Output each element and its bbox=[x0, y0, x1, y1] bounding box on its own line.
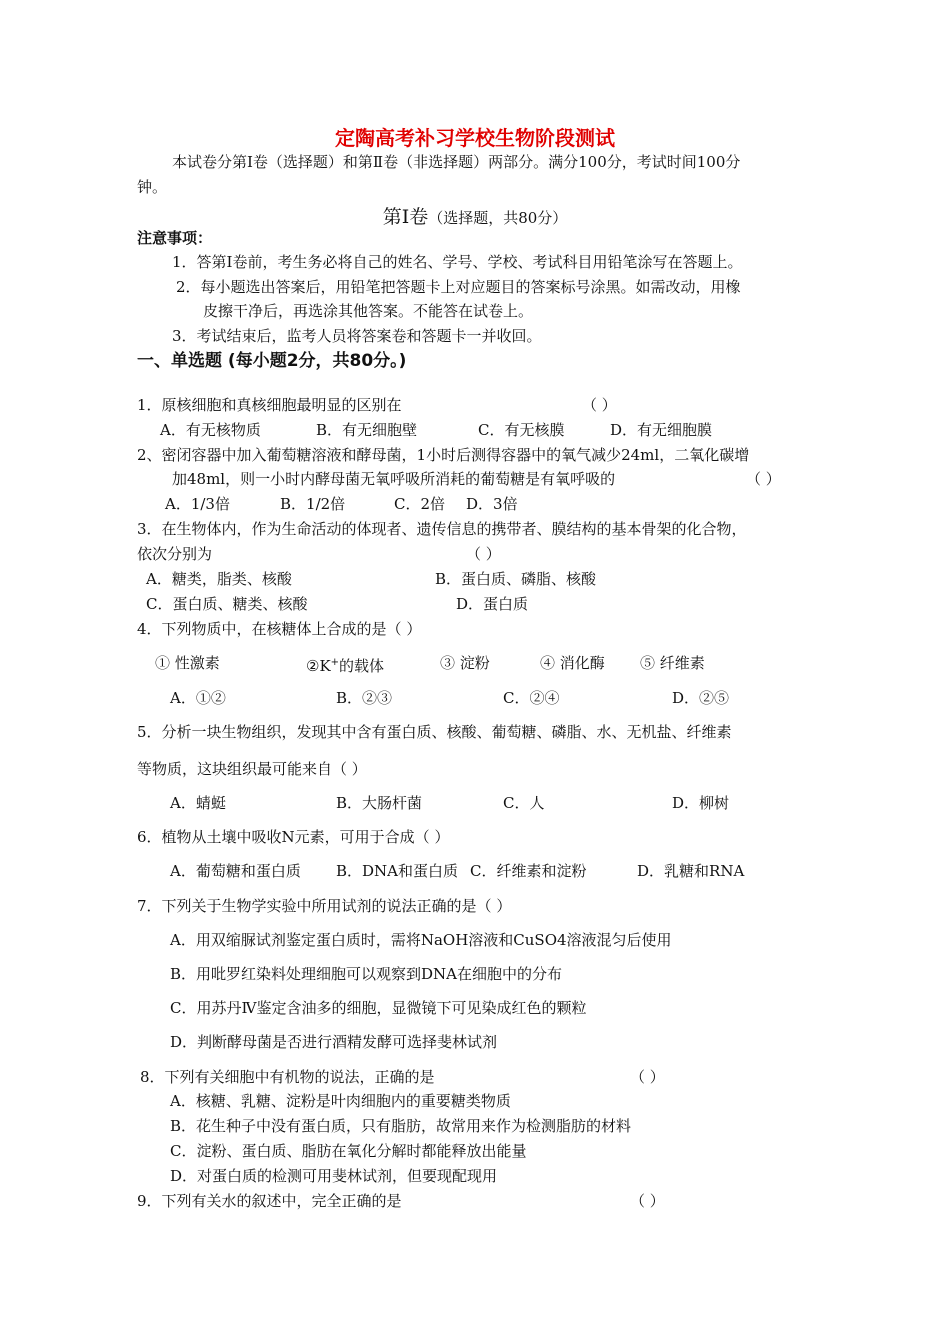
option-b: B．用吡罗红染料处理细胞可以观察到DNA在细胞中的分布 bbox=[170, 965, 563, 983]
option-d: D．蛋白质 bbox=[456, 595, 529, 613]
question-3-stem-cont: 依次分别为 bbox=[137, 545, 213, 563]
option-c: C．2倍 bbox=[394, 495, 446, 513]
question-6-stem: 6．植物从土壤中吸收N元素，可用于合成（ ） bbox=[137, 828, 450, 846]
option-d: D．有无细胞膜 bbox=[610, 421, 713, 439]
question-4-stem: 4．下列物质中，在核糖体上合成的是（ ） bbox=[137, 620, 422, 638]
option-c: C．人 bbox=[503, 794, 545, 812]
question-9-stem: 9．下列有关水的叙述中，完全正确的是 bbox=[137, 1192, 402, 1210]
option-d: D．对蛋白质的检测可用斐林试剂，但要现配现用 bbox=[170, 1167, 498, 1185]
note-2: 2．每小题选出答案后，用铅笔把答题卡上对应题目的答案标号涂黑。如需改动，用橡 bbox=[176, 278, 741, 296]
page-title: 定陶高考补习学校生物阶段测试 bbox=[335, 126, 615, 150]
option-c: C．有无核膜 bbox=[478, 421, 565, 439]
answer-paren: （ ） bbox=[466, 545, 501, 563]
option-c: C．蛋白质、糖类、核酸 bbox=[146, 595, 308, 613]
question-3-stem: 3．在生物体内，作为生命活动的体现者、遗传信息的携带者、膜结构的基本骨架的化合物， bbox=[137, 520, 747, 538]
answer-paren: （ ） bbox=[746, 470, 781, 488]
option-a: A．有无核物质 bbox=[160, 421, 261, 439]
option-b: B．DNA和蛋白质 bbox=[336, 862, 459, 880]
question-1-stem: 1．原核细胞和真核细胞最明显的区别在 bbox=[137, 396, 402, 414]
option-b: B．1/2倍 bbox=[280, 495, 346, 513]
option-b: B．花生种子中没有蛋白质，只有脂肪，故常用来作为检测脂肪的材料 bbox=[170, 1117, 632, 1135]
answer-paren: （ ） bbox=[630, 1192, 665, 1210]
volume-heading bbox=[0, 202, 950, 229]
option-d: D．柳树 bbox=[672, 794, 730, 812]
option-d: D．判断酵母菌是否进行酒精发酵可选择斐林试剂 bbox=[170, 1033, 498, 1051]
option-a: A．葡萄糖和蛋白质 bbox=[170, 862, 301, 880]
option-b: B．②③ bbox=[336, 689, 393, 707]
volume-subtitle: （选择题，共80分） bbox=[428, 209, 568, 227]
question-2-stem: 2、密闭容器中加入葡萄糖溶液和酵母菌，1小时后测得容器中的氧气减少24ml，二氧化碳增 bbox=[137, 446, 750, 464]
option-c: C．纤维素和淀粉 bbox=[470, 862, 587, 880]
volume-title: 第Ⅰ卷 bbox=[382, 206, 429, 228]
option-b: B．蛋白质、磷脂、核酸 bbox=[435, 570, 597, 588]
question-8-stem: 8．下列有关细胞中有机物的说法，正确的是 bbox=[140, 1068, 435, 1086]
item-2: ②K+的载体 bbox=[306, 657, 385, 675]
option-b: B．大肠杆菌 bbox=[336, 794, 423, 812]
item-3: ③ 淀粉 bbox=[440, 654, 490, 672]
option-c: C．用苏丹Ⅳ鉴定含油多的细胞，显微镜下可见染成红色的颗粒 bbox=[170, 999, 587, 1017]
question-5-stem: 5．分析一块生物组织，发现其中含有蛋白质、核酸、葡萄糖、磷脂、水、无机盐、纤维素 bbox=[137, 723, 732, 741]
option-d: D．3倍 bbox=[466, 495, 518, 513]
option-a: A．用双缩脲试剂鉴定蛋白质时，需将NaOH溶液和CuSO4溶液混匀后使用 bbox=[170, 931, 672, 949]
option-d: D．乳糖和RNA bbox=[637, 862, 745, 880]
notes-heading: 注意事项： bbox=[137, 229, 213, 247]
option-d: D．②⑤ bbox=[672, 689, 730, 707]
intro-text-cont: 钟。 bbox=[137, 178, 168, 196]
note-3: 3．考试结束后，监考人员将答案卷和答题卡一并收回。 bbox=[172, 327, 542, 345]
option-b: B．有无细胞壁 bbox=[316, 421, 418, 439]
intro-text: 本试卷分第Ⅰ卷（选择题）和第Ⅱ卷（非选择题）两部分。满分100分，考试时间100分 bbox=[172, 153, 741, 171]
option-a: A．核糖、乳糖、淀粉是叶肉细胞内的重要糖类物质 bbox=[170, 1092, 511, 1110]
question-2-stem-cont: 加48ml，则一小时内酵母菌无氧呼吸所消耗的葡萄糖是有氧呼吸的 bbox=[172, 470, 616, 488]
note-1: 1．答第Ⅰ卷前，考生务必将自己的姓名、学号、学校、考试科目用铅笔涂写在答题上。 bbox=[172, 253, 743, 271]
item-4: ④ 消化酶 bbox=[540, 654, 605, 672]
item-5: ⑤ 纤维素 bbox=[640, 654, 705, 672]
question-7-stem: 7．下列关于生物学实验中所用试剂的说法正确的是（ ） bbox=[137, 897, 512, 915]
option-a: A．1/3倍 bbox=[165, 495, 230, 513]
option-c: C．②④ bbox=[503, 689, 560, 707]
note-2-cont: 皮擦干净后，再选涂其他答案。不能答在试卷上。 bbox=[203, 302, 534, 320]
answer-paren: （ ） bbox=[630, 1068, 665, 1086]
question-5-stem-cont: 等物质，这块组织最可能来自（ ） bbox=[137, 760, 367, 778]
item-1: ① 性激素 bbox=[155, 654, 220, 672]
answer-paren: （ ） bbox=[582, 396, 617, 414]
option-a: A．①② bbox=[170, 689, 226, 707]
section-heading: 一、单选题 (每小题2分，共80分。) bbox=[137, 351, 407, 371]
option-c: C．淀粉、蛋白质、脂肪在氧化分解时都能释放出能量 bbox=[170, 1142, 527, 1160]
option-a: A．蜻蜓 bbox=[170, 794, 226, 812]
option-a: A．糖类，脂类、核酸 bbox=[146, 570, 292, 588]
